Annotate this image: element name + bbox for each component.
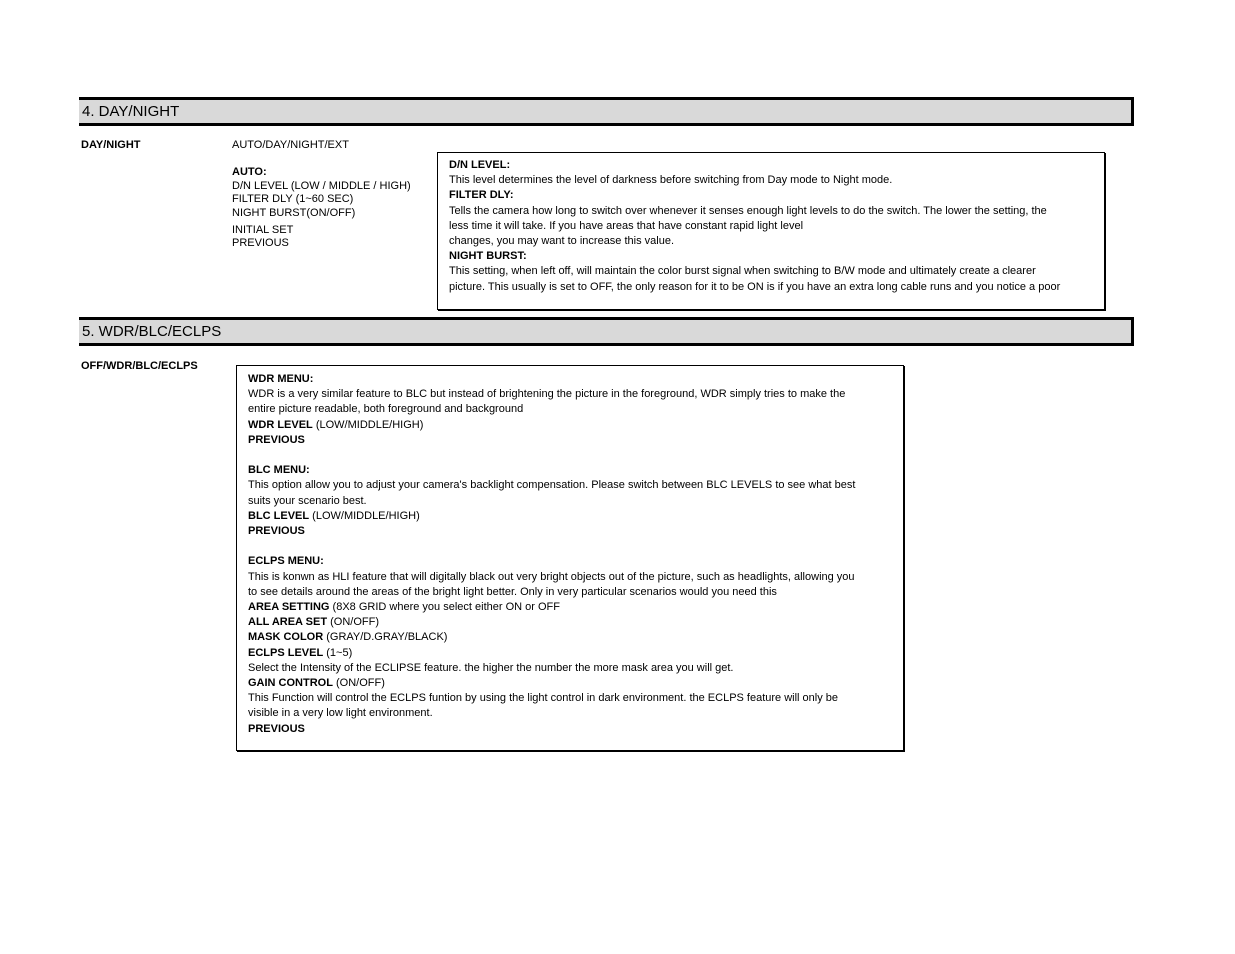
section-header-wdr-blc-eclps: 5. WDR/BLC/ECLPS bbox=[79, 317, 1134, 346]
day-night-info-box bbox=[437, 152, 1105, 310]
area-setting-value: (8X8 GRID where you select either ON or OFF bbox=[329, 601, 560, 614]
spacer bbox=[248, 448, 903, 463]
day-night-label: DAY/NIGHT bbox=[81, 139, 141, 151]
eclps-level-label: ECLPS LEVEL bbox=[248, 646, 324, 659]
filter-dly-heading: FILTER DLY: bbox=[449, 189, 514, 202]
wdr-text: entire picture readable, both foreground and background bbox=[248, 403, 524, 416]
blc-level-label: BLC LEVEL bbox=[248, 509, 310, 522]
night-burst-text: picture. This usually is set to OFF, the only reason for it to be ON is if you have an extra long cable runs and you notice a poor bbox=[449, 280, 1061, 293]
dn-level-text: This level determines the level of darkness before switching from Day mode to Night mode. bbox=[449, 174, 893, 187]
dn-level-heading: D/N LEVEL: bbox=[449, 159, 511, 171]
filter-dly-text: less time it will take. If you have areas that have constant rapid light level bbox=[449, 219, 804, 232]
gain-control-label: GAIN CONTROL bbox=[248, 677, 333, 690]
blc-text: This option allow you to adjust your camera's backlight compensation. Please switch between BLC LEVELS to see what best bbox=[248, 479, 856, 492]
blc-menu-heading: BLC MENU: bbox=[248, 464, 310, 477]
section-header-day-night: 4. DAY/NIGHT bbox=[79, 97, 1134, 126]
eclps-menu-heading: ECLPS MENU: bbox=[248, 555, 324, 568]
extra-item: PREVIOUS bbox=[232, 237, 289, 249]
gain-control-text: This Function will control the ECLPS funtion by using the light control in dark environment. the ECLPS feature will only be bbox=[248, 692, 839, 705]
day-night-options: AUTO/DAY/NIGHT/EXT bbox=[232, 139, 349, 151]
auto-heading: AUTO: bbox=[232, 166, 267, 178]
night-burst-text: This setting, when left off, will maintain the color burst signal when switching to B/W mode and ultimately create a clearer bbox=[449, 265, 1036, 278]
blc-text: suits your scenario best. bbox=[248, 494, 367, 507]
eclps-previous: PREVIOUS bbox=[248, 722, 305, 735]
mask-color-value: (GRAY/D.GRAY/BLACK) bbox=[323, 631, 448, 644]
blc-previous: PREVIOUS bbox=[248, 525, 305, 538]
blc-level-value: (LOW/MIDDLE/HIGH) bbox=[309, 509, 420, 522]
blc-level-line bbox=[248, 509, 903, 524]
all-area-set-line bbox=[248, 615, 903, 630]
gain-control-value: (ON/OFF) bbox=[332, 677, 385, 690]
auto-item: NIGHT BURST(ON/OFF) bbox=[232, 207, 356, 219]
wdr-blc-eclps-label: OFF/WDR/BLC/ECLPS bbox=[81, 360, 198, 372]
filter-dly-text: Tells the camera how long to switch over whenever it senses enough light levels to do the switch. The lower the setting, the bbox=[449, 204, 1047, 217]
wdr-level-line bbox=[248, 418, 903, 433]
eclps-level-text: Select the Intensity of the ECLIPSE feature. the higher the number the more mask area you will get. bbox=[248, 661, 734, 674]
eclps-text: to see details around the areas of the bright light better. Only in very particular scenarios would you need this bbox=[248, 585, 777, 598]
mask-color-label: MASK COLOR bbox=[248, 631, 324, 644]
mask-color-line bbox=[248, 630, 903, 645]
wdr-menu-heading: WDR MENU: bbox=[248, 373, 314, 385]
gain-control-text: visible in a very low light environment. bbox=[248, 707, 433, 720]
auto-item: D/N LEVEL (LOW / MIDDLE / HIGH) bbox=[232, 180, 411, 192]
eclps-level-line bbox=[248, 646, 903, 661]
wdr-previous: PREVIOUS bbox=[248, 433, 305, 446]
extra-item: INITIAL SET bbox=[232, 224, 294, 236]
filter-dly-text: changes, you may want to increase this value. bbox=[449, 235, 675, 248]
wdr-blc-eclps-info-box bbox=[236, 365, 904, 751]
spacer bbox=[248, 539, 903, 554]
wdr-level-label: WDR LEVEL bbox=[248, 418, 313, 431]
wdr-level-value: (LOW/MIDDLE/HIGH) bbox=[312, 418, 424, 431]
all-area-set-label: ALL AREA SET bbox=[248, 616, 328, 629]
area-setting-label: AREA SETTING bbox=[248, 601, 330, 614]
gain-control-line bbox=[248, 676, 903, 691]
all-area-set-value: (ON/OFF) bbox=[327, 616, 379, 629]
eclps-text: This is konwn as HLI feature that will digitally black out very bright objects out of the picture, such as headlights, allowing you bbox=[248, 570, 855, 583]
eclps-level-value: (1~5) bbox=[323, 646, 353, 659]
wdr-text: WDR is a very similar feature to BLC but instead of brightening the picture in the foreground, WDR simply tries to make the bbox=[248, 388, 846, 401]
auto-item: FILTER DLY (1~60 SEC) bbox=[232, 193, 354, 205]
area-setting-line bbox=[248, 600, 903, 615]
night-burst-heading: NIGHT BURST: bbox=[449, 250, 527, 263]
